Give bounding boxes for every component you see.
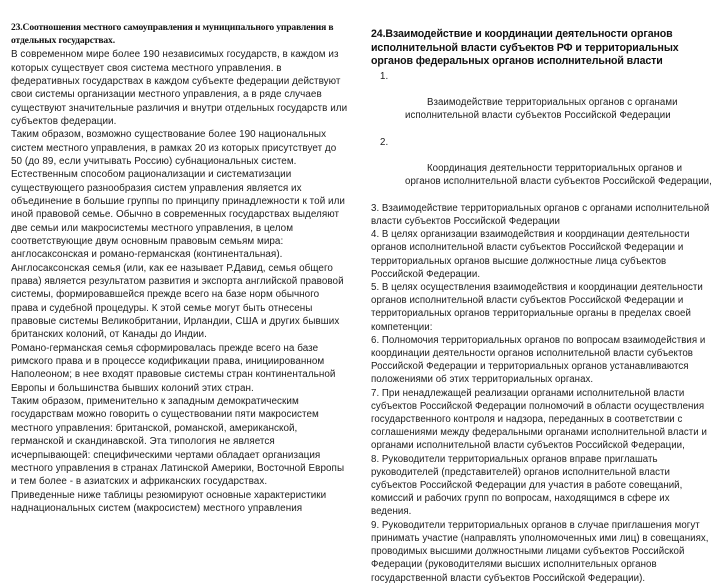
right-paragraph-8: 8. Руководители территориальных органов вправе приглашать руководителей (представителей) органов исполнительной власти субъектов Российской Федерации для участия в работе совещаний, комиссий и рабочих групп по вопросам, находящимся в сфере их ведения. (371, 453, 686, 518)
right-paragraph-6: 6. Полномочия территориальных органов по вопросам взаимодействия и координации деятельности органов исполнительной власти субъектов Российской Федерации и территориальных органов устанавливаются положениями об этих территориальных органах. (371, 334, 709, 386)
right-numbered-list (371, 70, 712, 202)
list-item-label: Взаимодействие территориальных органов с органами исполнительной власти субъектов Российской Федерации (405, 97, 681, 122)
left-paragraph-4: Романо-германская семья сформировалась прежде всего на базе римского права и в процессе кодификации права, инициированном Наполеоном; в нее входят правовые системы стран континентальной Европы и большинства бывших колоний этих стран. (11, 342, 339, 394)
left-paragraph-2: Таким образом, возможно существование более 190 национальных систем местного управления, в рамках 20 из которых присутствует до 50 (до 89, если учитывать Россию) субнациональных систем. Естественным способом рационализации и систематизации существующего разнообразия систем управления является их объединение в большие группы по принципу принадлежности к той или иной правовой семье. Обычно в современных государствах выделяют две семьи или макросистемы местного управления, в целом соответствующие двум основным правовым семьям мира: англосаксонская и романо-германская (континентальная). (11, 129, 348, 261)
left-column-heading: 23.Соотношения местного самоуправления и муниципального управления в отдельных государствах. (11, 22, 334, 46)
left-paragraph-6: Приведенные ниже таблицы резюмируют основные характеристики наднациональных систем (макросистем) местного управления (11, 489, 329, 514)
right-paragraph-4: 4. В целях организации взаимодействия и координации деятельности органов исполнительной власти субъектов Российской Федерации и территориальных органов высшие должностные лица субъектов Российской Федерации. (371, 229, 693, 280)
list-item (371, 70, 712, 136)
list-item-label: Координация деятельности территориальных органов и органов исполнительной власти субъектов Российской Федерации, (405, 163, 712, 188)
left-paragraph-1: В современном мире более 190 независимых государств, в каждом из которых существует своя система местного управления. в федеративных государствах в каждом субъекте федерации действуют свои системы организации местного управления, а в ряде случаев существуют значительные различия и внутри отдельных государств или субъектов федерации. (11, 49, 350, 127)
right-paragraph-3: 3. Взаимодействие территориальных органов с органами исполнительной власти субъектов Российской Федерации (371, 202, 713, 228)
right-paragraph-7: 7. При ненадлежащей реализации органами исполнительной власти субъектов Российской Федерации полномочий в области осуществления государственного контроля и надзора, переданных в соответствии с соглашениями между федеральными органами исполнительной власти и органами исполнительной власти субъектов Российской Федерации, (371, 387, 710, 452)
right-column-heading: 24.Взаимодействие и координации деятельности органов исполнительной власти субъектов РФ и территориальных органов федеральных органов исполнительной власти (371, 28, 679, 68)
list-item-marker: 2. (380, 136, 389, 148)
left-paragraph-5: Таким образом, применительно к западным демократическим государствам можно говорить о существовании пяти макросистем местного управления: британской, романской, американской, германской и скандинавской. Эта типология не является исчерпывающей: специфическими чертами обладает организация местного управления в странах Латинской Америки, Восточной Европы и тем более - в азиатских и африканских государствах. (11, 396, 347, 488)
right-column (360, 0, 720, 585)
left-paragraph-3: Англосаксонская семья (или, как ее называет Р.Давид, семья общего права) является результатом развития и экспорта английской правовой системы, формировавшейся прежде всего на базе норм обычного права и судебной процедуры. К этой семье могут быть отнесены правовые системы Великобритании, Ирландии, США и других бывших британских колоний, от Канады до Индии. (11, 262, 347, 341)
left-column (0, 0, 360, 515)
right-paragraph-9: 9. Руководители территориальных органов в случае приглашения могут принимать участие (направлять уполномоченных ими лиц) в совещаниях, проводимых высшими должностными лицами субъектов Российской Федерации (руководителями высших исполнительных органов государственной власти субъектов Российской Федерации). (371, 519, 712, 584)
list-item (371, 136, 712, 202)
list-item-marker: 1. (380, 70, 389, 82)
right-paragraph-5: 5. В целях осуществления взаимодействия и координации деятельности органов исполнительной власти субъектов Российской Федерации и территориальных органов территориальные органы в пределах своей компетенции: (371, 282, 706, 333)
